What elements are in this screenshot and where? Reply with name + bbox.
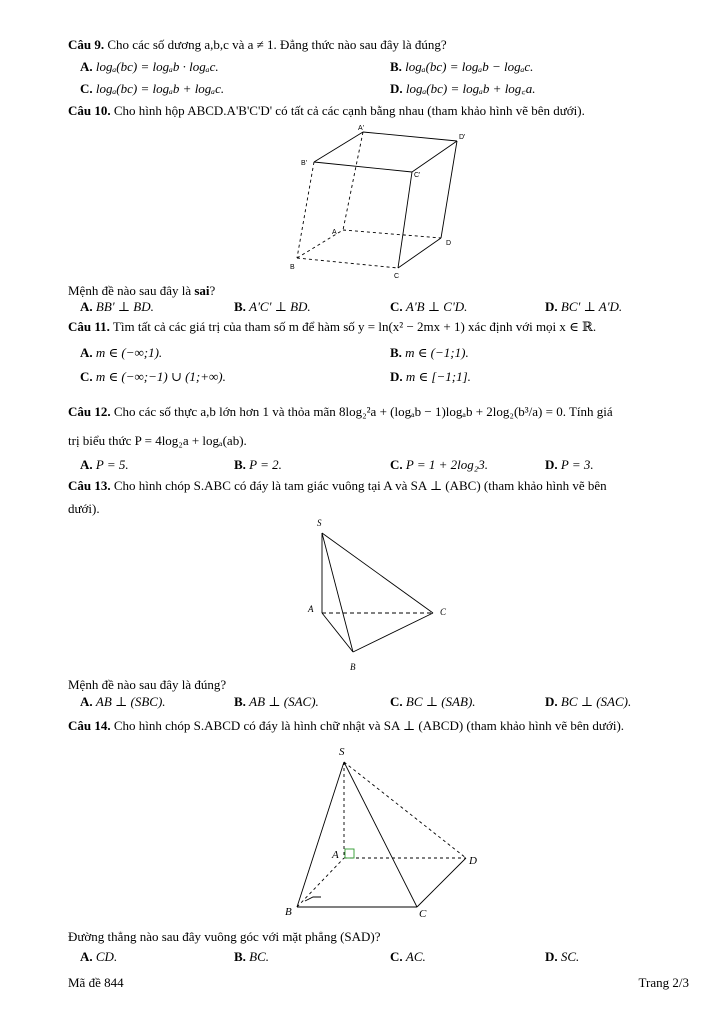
q10-label-A1: A': [358, 125, 365, 132]
footer-exam-code: Mã đề 844: [68, 975, 124, 990]
q11-option-a[interactable]: A. m ∈ (−∞;1).: [80, 345, 163, 360]
q13-option-d[interactable]: D. BC ⊥ (SAC).: [545, 694, 632, 709]
q14-label-C: C: [419, 908, 427, 920]
q12-option-b[interactable]: B. P = 2.: [234, 457, 282, 472]
q14-label-D: D: [469, 855, 477, 867]
q12-option-a[interactable]: A. P = 5.: [80, 457, 129, 472]
q10-option-c[interactable]: C. A'B ⊥ C'D.: [390, 299, 468, 314]
q11-option-c[interactable]: C. m ∈ (−∞;−1) ∪ (1;+∞).: [80, 369, 226, 384]
q14-option-d[interactable]: D. SC.: [545, 949, 580, 964]
q13-label-B: B: [350, 662, 356, 672]
q13-text-line1: Cho hình chóp S.ABC có đáy là tam giác vuông tại A và SA ⊥ (ABC) (tham khảo hình vẽ bên: [113, 478, 607, 493]
q9-option-a[interactable]: A. logₐ(bc) = logₐb · logₐc.: [80, 59, 219, 74]
q12-option-c[interactable]: C. P = 1 + 2log₂3.: [390, 457, 489, 472]
q11-label: Câu 11.: [68, 319, 110, 334]
q10-option-b[interactable]: B. A'C' ⊥ BD.: [234, 299, 311, 314]
q10-prompt: Mệnh đề nào sau đây là sai?: [68, 283, 216, 298]
q13-option-b[interactable]: B. AB ⊥ (SAC).: [234, 694, 319, 709]
q10-option-a[interactable]: A. BB' ⊥ BD.: [80, 299, 154, 314]
q12-option-d[interactable]: D. P = 3.: [545, 457, 594, 472]
q10-prompt-bold: sai: [194, 283, 210, 298]
q10-text: Cho hình hộp ABCD.A'B'C'D' có tất cả các cạnh bằng nhau (tham khảo hình vẽ bên dưới).: [113, 103, 585, 118]
q12-text-line1: Cho các số thực a,b lớn hơn 1 và thỏa mãn 8log₂²a + (logₐb − 1)logₐb + 2log₂(b³/a) = 0. Tính giá: [113, 404, 613, 419]
q9-label: Câu 9.: [68, 37, 105, 52]
q9-text: Cho các số dương a,b,c và a ≠ 1. Đẳng thức nào sau đây là đúng?: [107, 37, 447, 52]
q13-option-a[interactable]: A. AB ⊥ (SBC).: [80, 694, 166, 709]
q10-label-C1: C': [414, 172, 421, 179]
q14-prompt: Đường thẳng nào sau đây vuông góc với mặt phẳng (SAD)?: [68, 929, 381, 944]
q11-option-d[interactable]: D. m ∈ [−1;1].: [390, 369, 471, 384]
q10-label-A: A: [332, 229, 337, 236]
q13-option-c[interactable]: C. BC ⊥ (SAB).: [390, 694, 476, 709]
q13-label-A: A: [308, 604, 314, 614]
q12-label: Câu 12.: [68, 404, 111, 419]
q10-label-B: B: [290, 264, 295, 271]
q13-stem-line2: dưới).: [68, 501, 100, 516]
q13-label: Câu 13.: [68, 478, 111, 493]
q14-option-b[interactable]: B. BC.: [234, 949, 270, 964]
q10-option-d[interactable]: D. BC' ⊥ A'D.: [545, 299, 623, 314]
q14-label-A: A: [332, 849, 339, 861]
q11-text: Tìm tất cả các giá trị của tham số m để hàm số y = ln(x² − 2mx + 1) xác định với mọi x ∈ ℝ.: [112, 319, 597, 334]
q11-option-b[interactable]: B. m ∈ (−1;1).: [390, 345, 469, 360]
q9-option-c[interactable]: C. logₐ(bc) = logₐb + logₐc.: [80, 81, 225, 96]
q14-label-S: S: [339, 746, 345, 758]
q14-label-B: B: [285, 906, 292, 918]
q9-option-b[interactable]: B. logₐ(bc) = logₐb − logₐc.: [390, 59, 534, 74]
q10-label-C: C: [394, 273, 400, 280]
q14-option-c[interactable]: C. AC.: [390, 949, 426, 964]
q13-label-S: S: [317, 518, 322, 528]
q10-label: Câu 10.: [68, 103, 111, 118]
q9-option-d[interactable]: D. logₐ(bc) = logₐb + log꜀a.: [390, 81, 536, 96]
q10-label-D: D: [446, 240, 452, 247]
footer-page-number: Trang 2/3: [638, 975, 689, 990]
q14-option-a[interactable]: A. CD.: [80, 949, 118, 964]
q10-label-D1: D': [459, 134, 466, 141]
q13-prompt: Mệnh đề nào sau đây là đúng?: [68, 677, 227, 692]
q14-label: Câu 14.: [68, 718, 111, 733]
q14-text: Cho hình chóp S.ABCD có đáy là hình chữ nhật và SA ⊥ (ABCD) (tham khảo hình vẽ bên dưới).: [113, 718, 625, 733]
q10-label-B1: B': [301, 160, 308, 167]
q13-label-C: C: [440, 607, 447, 617]
q12-stem-line2: trị biểu thức P = 4log₂a + logₐ(ab).: [68, 433, 247, 448]
